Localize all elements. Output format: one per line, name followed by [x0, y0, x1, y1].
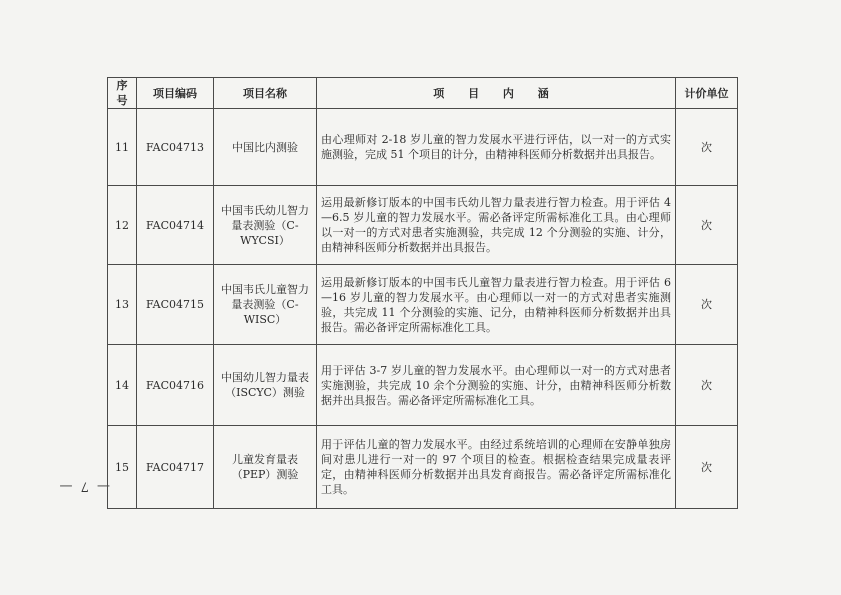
header-number: 序号: [108, 78, 137, 109]
row-unit: 次: [676, 109, 738, 186]
row-number: 13: [108, 265, 137, 345]
row-code: FAC04716: [137, 345, 214, 426]
table-row: [108, 186, 738, 265]
row-content: 用于评估儿童的智力发展水平。由经过系统培训的心理师在安静单独房间对患儿进行一对一的 97 个项目的检查。根据检查结果完成量表评定，由精神科医师分析数据并出具发育商报告。需必备评定所需标准化工具。: [317, 426, 676, 509]
row-number: 12: [108, 186, 137, 265]
row-number: 11: [108, 109, 137, 186]
row-unit: 次: [676, 186, 738, 265]
page-number: — 7 —: [57, 478, 111, 494]
row-code: FAC04713: [137, 109, 214, 186]
row-unit: 次: [676, 426, 738, 509]
header-unit: 计价单位: [676, 78, 738, 109]
row-name: 中国韦氏幼儿智力量表测验（C-WYCSI）: [214, 186, 317, 265]
header-name: 项目名称: [214, 78, 317, 109]
row-unit: 次: [676, 265, 738, 345]
row-name: 中国韦氏儿童智力量表测验（C-WISC）: [214, 265, 317, 345]
table-row: [108, 426, 738, 509]
header-content: 项 目 内 涵: [317, 78, 676, 109]
row-code: FAC04715: [137, 265, 214, 345]
row-content: 用于评估 3-7 岁儿童的智力发展水平。由心理师以一对一的方式对患者实施测验，共完成 10 余个分测验的实施、计分，由精神科医师分析数据并出具报告。需必备评定所需标准化工具。: [317, 345, 676, 426]
header-code: 项目编码: [137, 78, 214, 109]
table-row: [108, 109, 738, 186]
row-code: FAC04714: [137, 186, 214, 265]
service-item-table: [107, 77, 738, 509]
row-unit: 次: [676, 345, 738, 426]
row-name: 中国幼儿智力量表（ISCYC）测验: [214, 345, 317, 426]
row-content: 运用最新修订版本的中国韦氏幼儿智力量表进行智力检查。用于评估 4—6.5 岁儿童的智力发展水平。需必备评定所需标准化工具。由心理师以一对一的方式对患者实施测验，共完成 12 个分测验的实施、计分，由精神科医师分析数据并出具报告。: [317, 186, 676, 265]
row-code: FAC04717: [137, 426, 214, 509]
row-name: 儿童发育量表（PEP）测验: [214, 426, 317, 509]
row-name: 中国比内测验: [214, 109, 317, 186]
table-header-row: [108, 78, 738, 109]
row-content: 由心理师对 2-18 岁儿童的智力发展水平进行评估，以一对一的方式实施测验，完成 51 个项目的计分，由精神科医师分析数据并出具报告。: [317, 109, 676, 186]
table-row: [108, 265, 738, 345]
row-number: 14: [108, 345, 137, 426]
row-content: 运用最新修订版本的中国韦氏儿童智力量表进行智力检查。用于评估 6—16 岁儿童的智力发展水平。由心理师以一对一的方式对患者实施测验，共完成 11 个分测验的实施、记分，由精神科医师分析数据并出具报告。需必备评定所需标准化工具。: [317, 265, 676, 345]
table-row: [108, 345, 738, 426]
row-number: 15: [108, 426, 137, 509]
